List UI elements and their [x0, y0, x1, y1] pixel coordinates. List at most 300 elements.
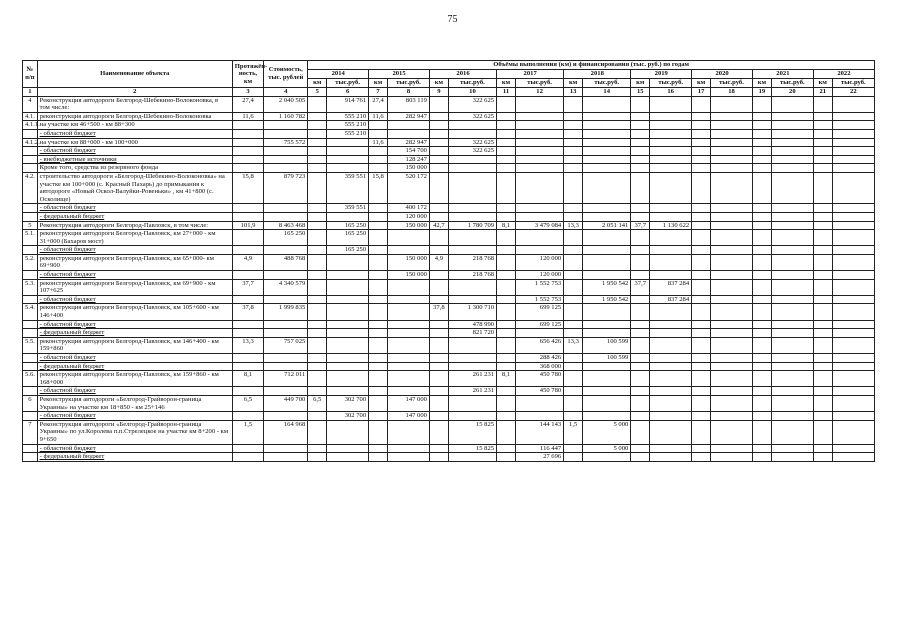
year-rub-cell — [327, 254, 369, 270]
year-km-cell — [752, 444, 771, 453]
length-km — [232, 121, 263, 130]
year-km-cell — [813, 96, 832, 112]
year-rub-cell — [327, 304, 369, 320]
year-rub-cell: 821 720 — [448, 329, 496, 338]
year-km-cell — [631, 96, 650, 112]
year-rub-cell — [448, 121, 496, 130]
year-km-cell — [692, 453, 711, 462]
row-number: 4 — [23, 96, 38, 112]
year-km-cell — [369, 121, 388, 130]
total-cost — [264, 362, 308, 371]
table-row — [23, 112, 875, 121]
column-number: 19 — [752, 88, 771, 97]
year-km-cell — [564, 155, 583, 164]
year-rub-cell: 555 210 — [327, 112, 369, 121]
year-rub-cell: 15 825 — [448, 420, 496, 444]
year-km-cell — [752, 147, 771, 156]
table-body — [23, 96, 875, 461]
year-rub-cell — [650, 271, 692, 280]
year-rub-cell — [650, 354, 692, 363]
year-km-cell — [692, 271, 711, 280]
year-km-cell — [308, 221, 327, 230]
year-km-cell — [308, 129, 327, 138]
year-km-cell: 42,7 — [429, 221, 448, 230]
row-number — [23, 320, 38, 329]
year-km-cell — [497, 204, 516, 213]
year-km-cell — [369, 204, 388, 213]
total-cost: 164 968 — [264, 420, 308, 444]
year-rub-cell — [515, 121, 563, 130]
year-km-cell — [631, 147, 650, 156]
year-km-cell — [308, 279, 327, 295]
length-km — [232, 354, 263, 363]
year-km-cell — [369, 254, 388, 270]
year-km-cell — [429, 155, 448, 164]
year-rub-cell — [771, 164, 813, 173]
object-name: на участке км 46+500 - км 88+300 — [37, 121, 232, 130]
year-rub-cell — [650, 444, 692, 453]
year-km-cell: 11,6 — [369, 112, 388, 121]
year-km-cell — [429, 96, 448, 112]
year-km-cell — [429, 230, 448, 246]
year-rub-cell — [711, 230, 753, 246]
year-km-cell — [692, 121, 711, 130]
year-rub-cell: 302 700 — [327, 395, 369, 411]
year-km-cell — [564, 387, 583, 396]
object-name: - федеральный бюджет — [37, 453, 232, 462]
year-km-cell — [369, 246, 388, 255]
header-year: 2018 — [564, 70, 631, 79]
year-rub-cell — [711, 362, 753, 371]
year-rub-cell — [515, 329, 563, 338]
year-rub-cell — [583, 271, 631, 280]
total-cost: 712 011 — [264, 371, 308, 387]
total-cost: 4 340 579 — [264, 279, 308, 295]
year-rub-cell — [650, 412, 692, 421]
year-rub-cell — [388, 444, 430, 453]
year-rub-cell — [515, 230, 563, 246]
year-km-cell — [813, 420, 832, 444]
length-km: 1,5 — [232, 420, 263, 444]
year-rub-cell — [583, 387, 631, 396]
year-km-cell — [631, 362, 650, 371]
year-rub-cell — [711, 279, 753, 295]
year-rub-cell — [711, 271, 753, 280]
year-rub-cell — [650, 164, 692, 173]
year-km-cell — [752, 412, 771, 421]
year-rub-cell — [583, 254, 631, 270]
table-row — [23, 155, 875, 164]
column-number: 21 — [813, 88, 832, 97]
year-km-cell — [369, 371, 388, 387]
year-km-cell — [631, 212, 650, 221]
length-km: 37,8 — [232, 304, 263, 320]
year-km-cell — [564, 164, 583, 173]
year-rub-cell — [583, 147, 631, 156]
header-cost: Стоимость, тыс. рублей — [264, 61, 308, 88]
object-name: - областной бюджет — [37, 412, 232, 421]
year-km-cell — [429, 147, 448, 156]
year-rub-cell: 100 599 — [583, 354, 631, 363]
year-km-cell — [752, 304, 771, 320]
year-rub-cell — [327, 164, 369, 173]
year-rub-cell — [583, 164, 631, 173]
year-rub-cell: 261 231 — [448, 371, 496, 387]
year-km-cell — [369, 337, 388, 353]
year-rub-cell — [771, 453, 813, 462]
total-cost: 488 768 — [264, 254, 308, 270]
year-rub-cell — [515, 246, 563, 255]
year-km-cell — [752, 230, 771, 246]
year-rub-cell — [771, 172, 813, 203]
year-km-cell — [308, 204, 327, 213]
year-km-cell — [752, 271, 771, 280]
header-unit-rub: тыс.руб. — [388, 79, 430, 88]
table-row — [23, 412, 875, 421]
year-km-cell — [813, 295, 832, 304]
year-rub-cell — [832, 172, 874, 203]
table-row — [23, 96, 875, 112]
year-km-cell — [497, 320, 516, 329]
total-cost — [264, 212, 308, 221]
row-number — [23, 246, 38, 255]
year-km-cell — [631, 254, 650, 270]
year-rub-cell — [650, 212, 692, 221]
year-rub-cell: 120 000 — [388, 212, 430, 221]
year-km-cell — [813, 164, 832, 173]
table-row — [23, 121, 875, 130]
column-number: 17 — [692, 88, 711, 97]
year-rub-cell — [711, 320, 753, 329]
year-km-cell — [308, 337, 327, 353]
year-km-cell — [308, 271, 327, 280]
year-rub-cell — [388, 362, 430, 371]
year-km-cell — [564, 279, 583, 295]
year-km-cell — [631, 129, 650, 138]
object-name: реконструкция автодороги Белгород-Павловск, км 105+600 - км 146+400 — [37, 304, 232, 320]
total-cost — [264, 246, 308, 255]
year-rub-cell — [583, 412, 631, 421]
column-number: 13 — [564, 88, 583, 97]
year-km-cell — [752, 155, 771, 164]
length-km — [232, 230, 263, 246]
year-km-cell — [813, 212, 832, 221]
year-rub-cell — [832, 371, 874, 387]
year-km-cell — [497, 387, 516, 396]
length-km — [232, 138, 263, 147]
year-rub-cell: 150 000 — [388, 164, 430, 173]
year-rub-cell — [448, 362, 496, 371]
year-rub-cell — [650, 96, 692, 112]
year-rub-cell — [771, 387, 813, 396]
year-km-cell: 37,8 — [429, 304, 448, 320]
year-rub-cell — [327, 271, 369, 280]
year-km-cell — [752, 420, 771, 444]
year-rub-cell — [832, 147, 874, 156]
year-km-cell — [631, 320, 650, 329]
table-row — [23, 164, 875, 173]
year-rub-cell: 400 172 — [388, 204, 430, 213]
year-rub-cell — [832, 96, 874, 112]
year-rub-cell — [771, 254, 813, 270]
year-km-cell — [497, 212, 516, 221]
object-name: - федеральный бюджет — [37, 362, 232, 371]
year-km-cell — [564, 112, 583, 121]
year-km-cell — [692, 354, 711, 363]
length-km — [232, 453, 263, 462]
year-rub-cell — [583, 362, 631, 371]
year-km-cell — [752, 121, 771, 130]
year-rub-cell — [448, 172, 496, 203]
year-rub-cell — [650, 138, 692, 147]
table-row — [23, 387, 875, 396]
object-name: реконструкция автодороги Белгород-Шебекино-Волоконовка — [37, 112, 232, 121]
year-rub-cell — [832, 444, 874, 453]
year-rub-cell: 144 143 — [515, 420, 563, 444]
year-km-cell — [369, 362, 388, 371]
column-number: 7 — [369, 88, 388, 97]
year-rub-cell — [327, 212, 369, 221]
table-row — [23, 395, 875, 411]
total-cost — [264, 129, 308, 138]
year-rub-cell — [388, 129, 430, 138]
year-rub-cell — [650, 230, 692, 246]
year-km-cell — [429, 371, 448, 387]
length-km — [232, 155, 263, 164]
object-name: - областной бюджет — [37, 129, 232, 138]
year-km-cell — [631, 155, 650, 164]
year-km-cell — [564, 354, 583, 363]
year-km-cell — [369, 395, 388, 411]
year-rub-cell — [832, 453, 874, 462]
year-km-cell — [752, 204, 771, 213]
year-km-cell — [631, 329, 650, 338]
object-name: - федеральный бюджет — [37, 329, 232, 338]
length-km: 6,5 — [232, 395, 263, 411]
table-row — [23, 204, 875, 213]
year-km-cell — [429, 387, 448, 396]
year-km-cell — [497, 138, 516, 147]
year-rub-cell — [650, 147, 692, 156]
year-rub-cell — [771, 271, 813, 280]
year-rub-cell — [448, 164, 496, 173]
row-number: 5 — [23, 221, 38, 230]
row-number: 7 — [23, 420, 38, 444]
year-rub-cell — [327, 387, 369, 396]
total-cost: 755 572 — [264, 138, 308, 147]
year-km-cell — [429, 420, 448, 444]
row-number — [23, 354, 38, 363]
header-unit-km: км — [497, 79, 516, 88]
year-rub-cell: 322 625 — [448, 138, 496, 147]
year-rub-cell — [711, 212, 753, 221]
row-number — [23, 412, 38, 421]
year-rub-cell — [711, 453, 753, 462]
year-km-cell — [631, 164, 650, 173]
total-cost — [264, 320, 308, 329]
total-cost: 1 160 782 — [264, 112, 308, 121]
year-km-cell — [429, 362, 448, 371]
table-row — [23, 295, 875, 304]
year-rub-cell: 1 552 753 — [515, 295, 563, 304]
year-km-cell — [497, 164, 516, 173]
year-km-cell — [692, 279, 711, 295]
row-number: 5.4. — [23, 304, 38, 320]
year-rub-cell — [771, 304, 813, 320]
year-km-cell — [813, 204, 832, 213]
year-rub-cell — [327, 155, 369, 164]
year-km-cell — [631, 354, 650, 363]
year-rub-cell — [515, 155, 563, 164]
header-year: 2015 — [369, 70, 430, 79]
year-km-cell — [752, 96, 771, 112]
year-km-cell — [497, 147, 516, 156]
object-name: - областной бюджет — [37, 204, 232, 213]
year-rub-cell: 282 947 — [388, 138, 430, 147]
year-rub-cell — [448, 412, 496, 421]
year-km-cell — [497, 112, 516, 121]
year-rub-cell — [515, 412, 563, 421]
object-name: Кроме того, средства из резервного фонда — [37, 164, 232, 173]
year-rub-cell — [650, 329, 692, 338]
year-km-cell — [692, 412, 711, 421]
year-rub-cell — [771, 221, 813, 230]
year-rub-cell: 218 768 — [448, 271, 496, 280]
year-rub-cell — [583, 129, 631, 138]
year-rub-cell: 1 130 622 — [650, 221, 692, 230]
year-km-cell — [692, 172, 711, 203]
year-km-cell — [429, 172, 448, 203]
year-rub-cell: 837 284 — [650, 295, 692, 304]
total-cost — [264, 453, 308, 462]
year-rub-cell: 5 000 — [583, 444, 631, 453]
year-km-cell — [813, 147, 832, 156]
year-rub-cell — [771, 420, 813, 444]
row-number — [23, 271, 38, 280]
year-km-cell — [692, 304, 711, 320]
year-km-cell — [631, 295, 650, 304]
header-unit-km: км — [369, 79, 388, 88]
total-cost — [264, 412, 308, 421]
year-km-cell — [564, 129, 583, 138]
year-rub-cell — [515, 395, 563, 411]
column-number: 14 — [583, 88, 631, 97]
object-name: Реконструкция автодороги Белгород-Шебекино-Волоконовка, в том числе: — [37, 96, 232, 112]
year-km-cell — [631, 444, 650, 453]
year-rub-cell — [388, 337, 430, 353]
year-rub-cell — [448, 354, 496, 363]
year-km-cell — [752, 164, 771, 173]
year-km-cell — [429, 246, 448, 255]
year-rub-cell — [448, 453, 496, 462]
year-km-cell — [752, 279, 771, 295]
column-number: 5 — [308, 88, 327, 97]
year-rub-cell: 478 990 — [448, 320, 496, 329]
row-number — [23, 129, 38, 138]
year-rub-cell — [650, 155, 692, 164]
year-rub-cell: 322 625 — [448, 96, 496, 112]
row-number — [23, 453, 38, 462]
column-number: 1 — [23, 88, 38, 97]
year-km-cell — [692, 254, 711, 270]
year-km-cell — [631, 420, 650, 444]
year-km-cell — [429, 329, 448, 338]
year-km-cell — [752, 129, 771, 138]
year-rub-cell — [771, 279, 813, 295]
total-cost — [264, 121, 308, 130]
year-rub-cell — [388, 371, 430, 387]
year-rub-cell — [327, 371, 369, 387]
year-rub-cell: 282 947 — [388, 112, 430, 121]
year-rub-cell: 261 231 — [448, 387, 496, 396]
length-km: 101,9 — [232, 221, 263, 230]
year-rub-cell — [711, 147, 753, 156]
year-km-cell — [497, 155, 516, 164]
year-rub-cell: 5 000 — [583, 420, 631, 444]
total-cost: 8 463 468 — [264, 221, 308, 230]
total-cost: 879 723 — [264, 172, 308, 203]
year-rub-cell: 359 551 — [327, 204, 369, 213]
year-rub-cell — [650, 129, 692, 138]
year-rub-cell — [583, 96, 631, 112]
year-km-cell: 13,3 — [564, 221, 583, 230]
object-name: - областной бюджет — [37, 354, 232, 363]
total-cost: 2 040 505 — [264, 96, 308, 112]
object-name: Реконструкция автодороги «Белгород-Грайворон-граница Украины» на участке км 18+850 - км 25+146 — [37, 395, 232, 411]
year-km-cell — [752, 354, 771, 363]
year-rub-cell: 359 551 — [327, 172, 369, 203]
year-rub-cell: 914 761 — [327, 96, 369, 112]
year-rub-cell — [650, 320, 692, 329]
year-km-cell — [429, 279, 448, 295]
year-km-cell — [631, 453, 650, 462]
row-number: 5.6. — [23, 371, 38, 387]
year-rub-cell — [711, 304, 753, 320]
year-km-cell — [813, 254, 832, 270]
year-rub-cell — [832, 395, 874, 411]
year-km-cell: 1,5 — [564, 420, 583, 444]
length-km: 37,7 — [232, 279, 263, 295]
year-rub-cell — [771, 295, 813, 304]
table-row — [23, 337, 875, 353]
year-km-cell — [564, 412, 583, 421]
header-unit-rub: тыс.руб. — [650, 79, 692, 88]
year-km-cell — [564, 453, 583, 462]
object-name: - областной бюджет — [37, 246, 232, 255]
table-row — [23, 444, 875, 453]
year-km-cell — [752, 112, 771, 121]
object-name: - федеральный бюджет — [37, 212, 232, 221]
column-number: 2 — [37, 88, 232, 97]
year-km-cell — [752, 212, 771, 221]
year-km-cell — [813, 221, 832, 230]
row-number — [23, 164, 38, 173]
year-rub-cell: 3 479 084 — [515, 221, 563, 230]
object-name: Реконструкция автодороги Белгород-Павловск, в том числе: — [37, 221, 232, 230]
row-number: 4.1. — [23, 112, 38, 121]
year-km-cell — [308, 138, 327, 147]
year-km-cell — [369, 444, 388, 453]
year-rub-cell — [448, 129, 496, 138]
header-unit-km: км — [752, 79, 771, 88]
header-length: Протяжён-ность, км — [232, 61, 263, 88]
year-rub-cell — [650, 172, 692, 203]
year-rub-cell — [583, 320, 631, 329]
year-rub-cell — [388, 453, 430, 462]
year-rub-cell — [583, 172, 631, 203]
year-rub-cell — [711, 96, 753, 112]
year-rub-cell — [448, 204, 496, 213]
